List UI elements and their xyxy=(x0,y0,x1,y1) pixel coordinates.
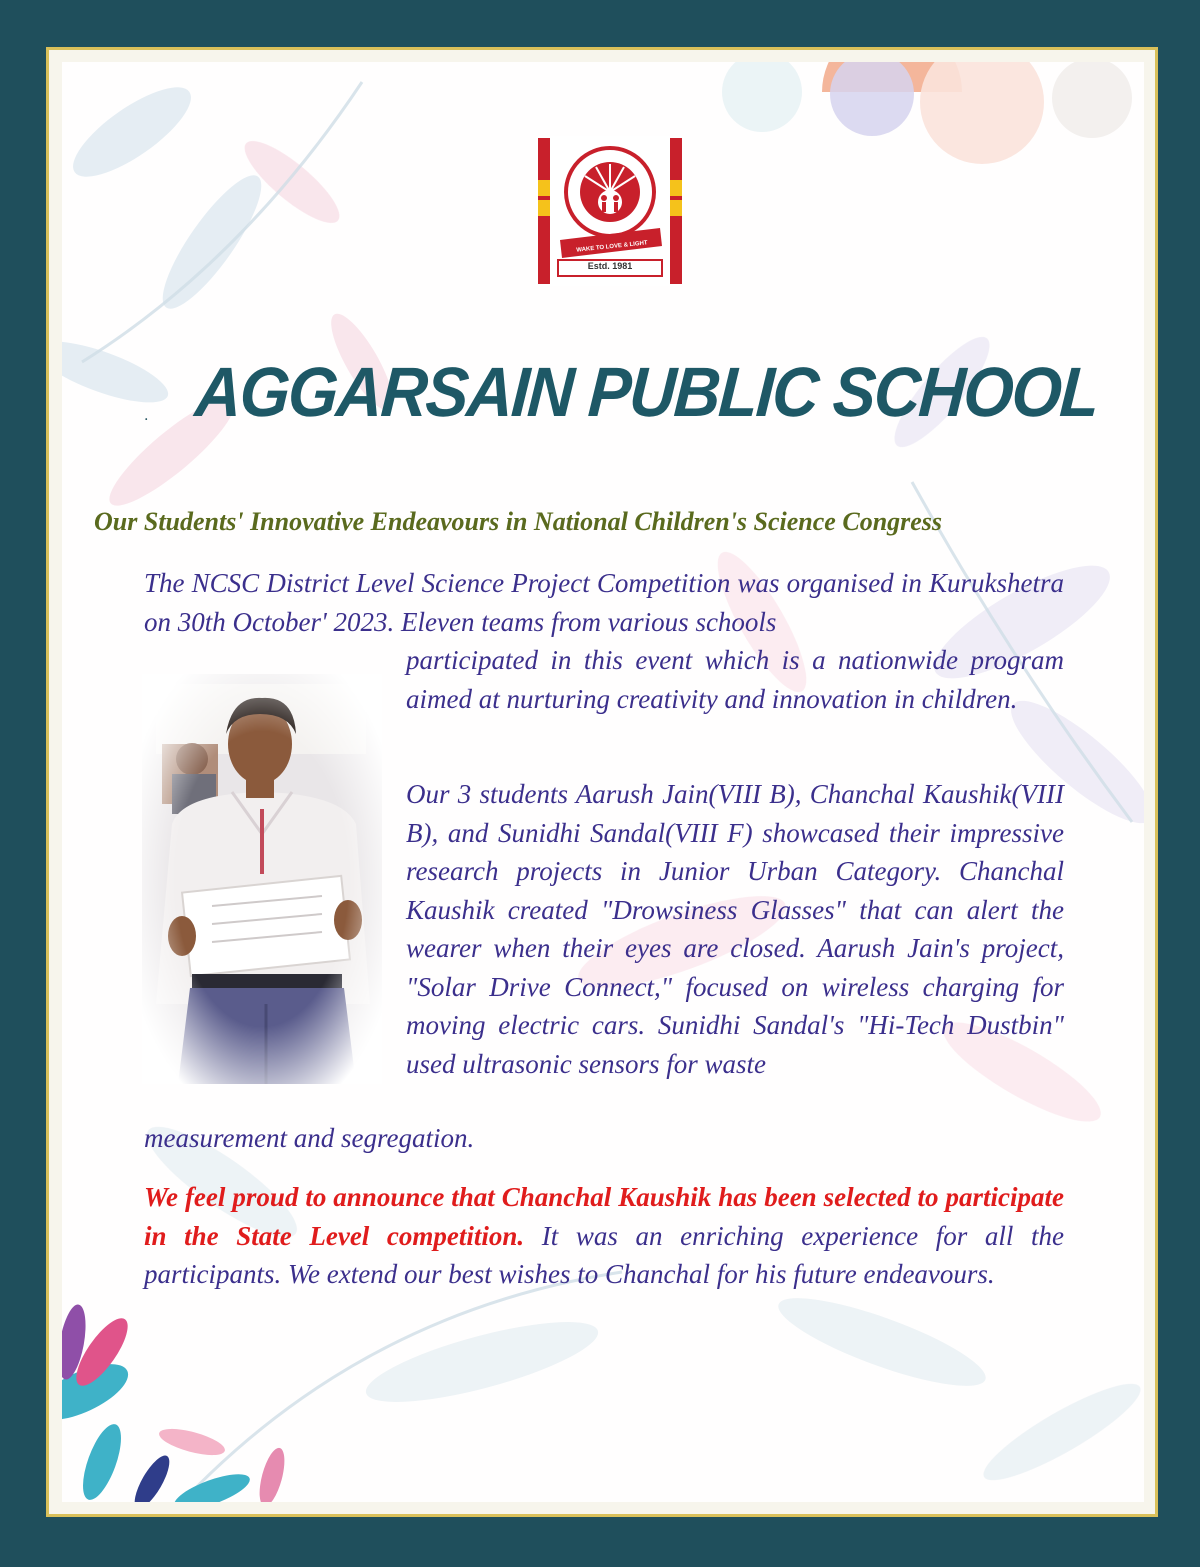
student-photo xyxy=(142,674,382,1084)
logo-established: Estd. 1981 xyxy=(587,261,633,271)
inner-page: WAKE TO LOVE & LIGHT Estd. 1981 . AGGARSAIN PUBLIC SCHOOL Our Students' Innovative Endeavours in National Children's Science Congress The NCSC District Level Science Project Competition was organised in Kurukshetra on 30th October' 2023. Eleven teams from various schools participated in this event which is a nationwide program aimed at nurturing creativity and innovation in children. Our 3 students Aarush Jain(VIII B), Chanchal Kaushik(VIII B), and Sunidhi Sandal(VIII F) showcased their impressive research projects in Junior Urban Category. Chanchal Kaushik created "Drowsiness Glasses" that can alert the wearer when their eyes are closed. Aarush Jain's project, "Solar Drive Connect," focused on wireless charging for moving electric cars. Sunidhi Sandal's "Hi-Tech Dustbin" used ultrasonic sensors for waste measurement and segregation. We feel proud to announce that Chanchal Kaushik has been selected to participate in the State Level competition. It was an enriching experience for all the participants. We extend our best wishes to Chanchal for his future endeavours. xyxy=(62,62,1144,1502)
paragraph1-part1: The NCSC District Level Science Project Competition was organised in Kurukshetra on 30th October' 2023. Eleven teams from various schools xyxy=(144,568,1064,637)
corner-flower xyxy=(62,1302,289,1502)
paragraph2-part1: Our 3 students Aarush Jain(VIII B), Chanchal Kaushik(VIII B), and Sunidhi Sandal(VIII F) showcased their impressive research projects in Junior Urban Category. Chanchal Kaushik created "Drowsiness Glasses" that can alert the wearer when their eyes are closed. Aarush Jain's project, "Solar Drive Connect," focused on wireless charging for moving electric cars. Sunidhi Sandal's "Hi-Tech Dustbin" used ultrasonic sensors for waste xyxy=(406,779,1064,1079)
headline: Our Students' Innovative Endeavours in National Children's Science Congress xyxy=(94,507,943,536)
paragraph3 xyxy=(144,1178,1064,1294)
paragraph2-part2: measurement and segregation. xyxy=(144,1123,475,1153)
school-name-title: AGGARSAIN PUBLIC SCHOOL xyxy=(192,353,1101,431)
announcement-highlight: We feel proud to announce that Chanchal Kaushik has been selected to participate in the State Level competition. xyxy=(144,1182,1064,1251)
logo-motto: WAKE TO LOVE & LIGHT xyxy=(576,240,648,254)
paragraph1-part2: participated in this event which is a nationwide program aimed at nurturing creativity and innovation in children. xyxy=(406,645,1064,714)
paragraph3-rest: It was an enriching experience for all the participants. We extend our best wishes to Chanchal for his future endeavours. xyxy=(144,1220,1064,1289)
